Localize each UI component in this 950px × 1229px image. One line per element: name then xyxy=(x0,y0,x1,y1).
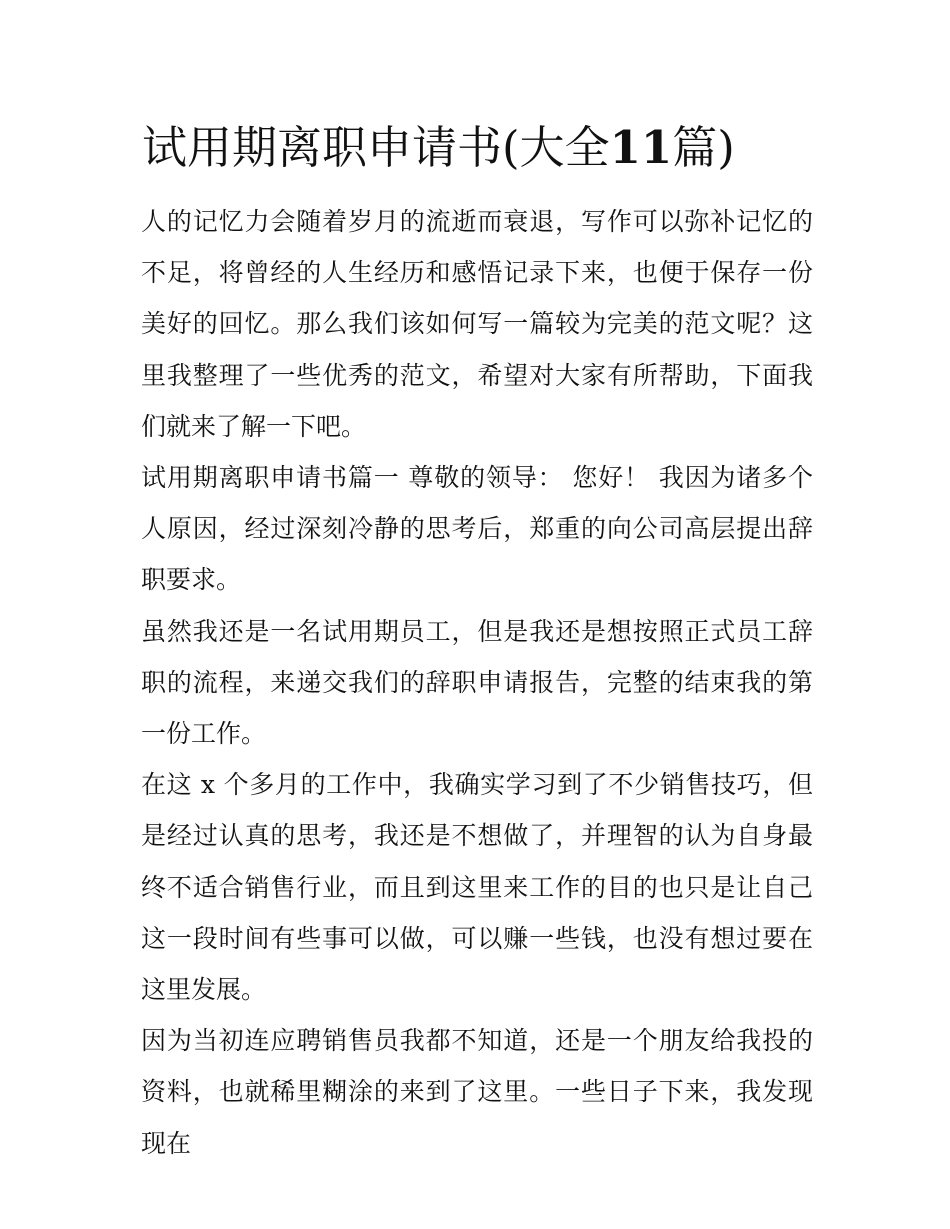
paragraph-intro: 人的记忆力会随着岁月的流逝而衰退，写作可以弥补记忆的不足，将曾经的人生经历和感悟记录下来，也便于保存一份美好的回忆。那么我们该如何写一篇较为完美的范文呢？这里我整理了一些优秀的范文，希望对大家有所帮助，下面我们就来了解一下吧。 xyxy=(141,207,813,441)
paragraph-probation: 虽然我还是一名试用期员工，但是我还是想按照正式员工辞职的流程，来递交我们的辞职申请报告，完整的结束我的第一份工作。 xyxy=(141,616,813,749)
paragraph-experience: 在这 x 个多月的工作中，我确实学习到了不少销售技巧，但是经过认真的思考，我还是不想做了，并理智的认为自身最终不适合销售行业，而且到这里来工作的目的也只是让自己这一段时间有些事可以做，可以赚一些钱，也没有想过要在这里发展。 xyxy=(141,770,813,1005)
paragraph-reason: 因为当初连应聘销售员我都不知道，还是一个朋友给我投的资料，也就稀里糊涂的来到了这里。一些日子下来，我发现现在 xyxy=(141,1026,813,1158)
document-body xyxy=(141,196,813,1169)
page-title xyxy=(142,118,842,178)
title-suffix: 篇) xyxy=(672,121,735,174)
paragraph-greeting: 试用期离职申请书篇一 尊敬的领导： 您好！ 我因为诸多个人原因，经过深刻冷静的思考后，郑重的向公司高层提出辞职要求。 xyxy=(141,463,813,595)
title-text: 试用期离职申请书(大全 xyxy=(142,121,610,174)
title-count: 11 xyxy=(609,121,673,174)
